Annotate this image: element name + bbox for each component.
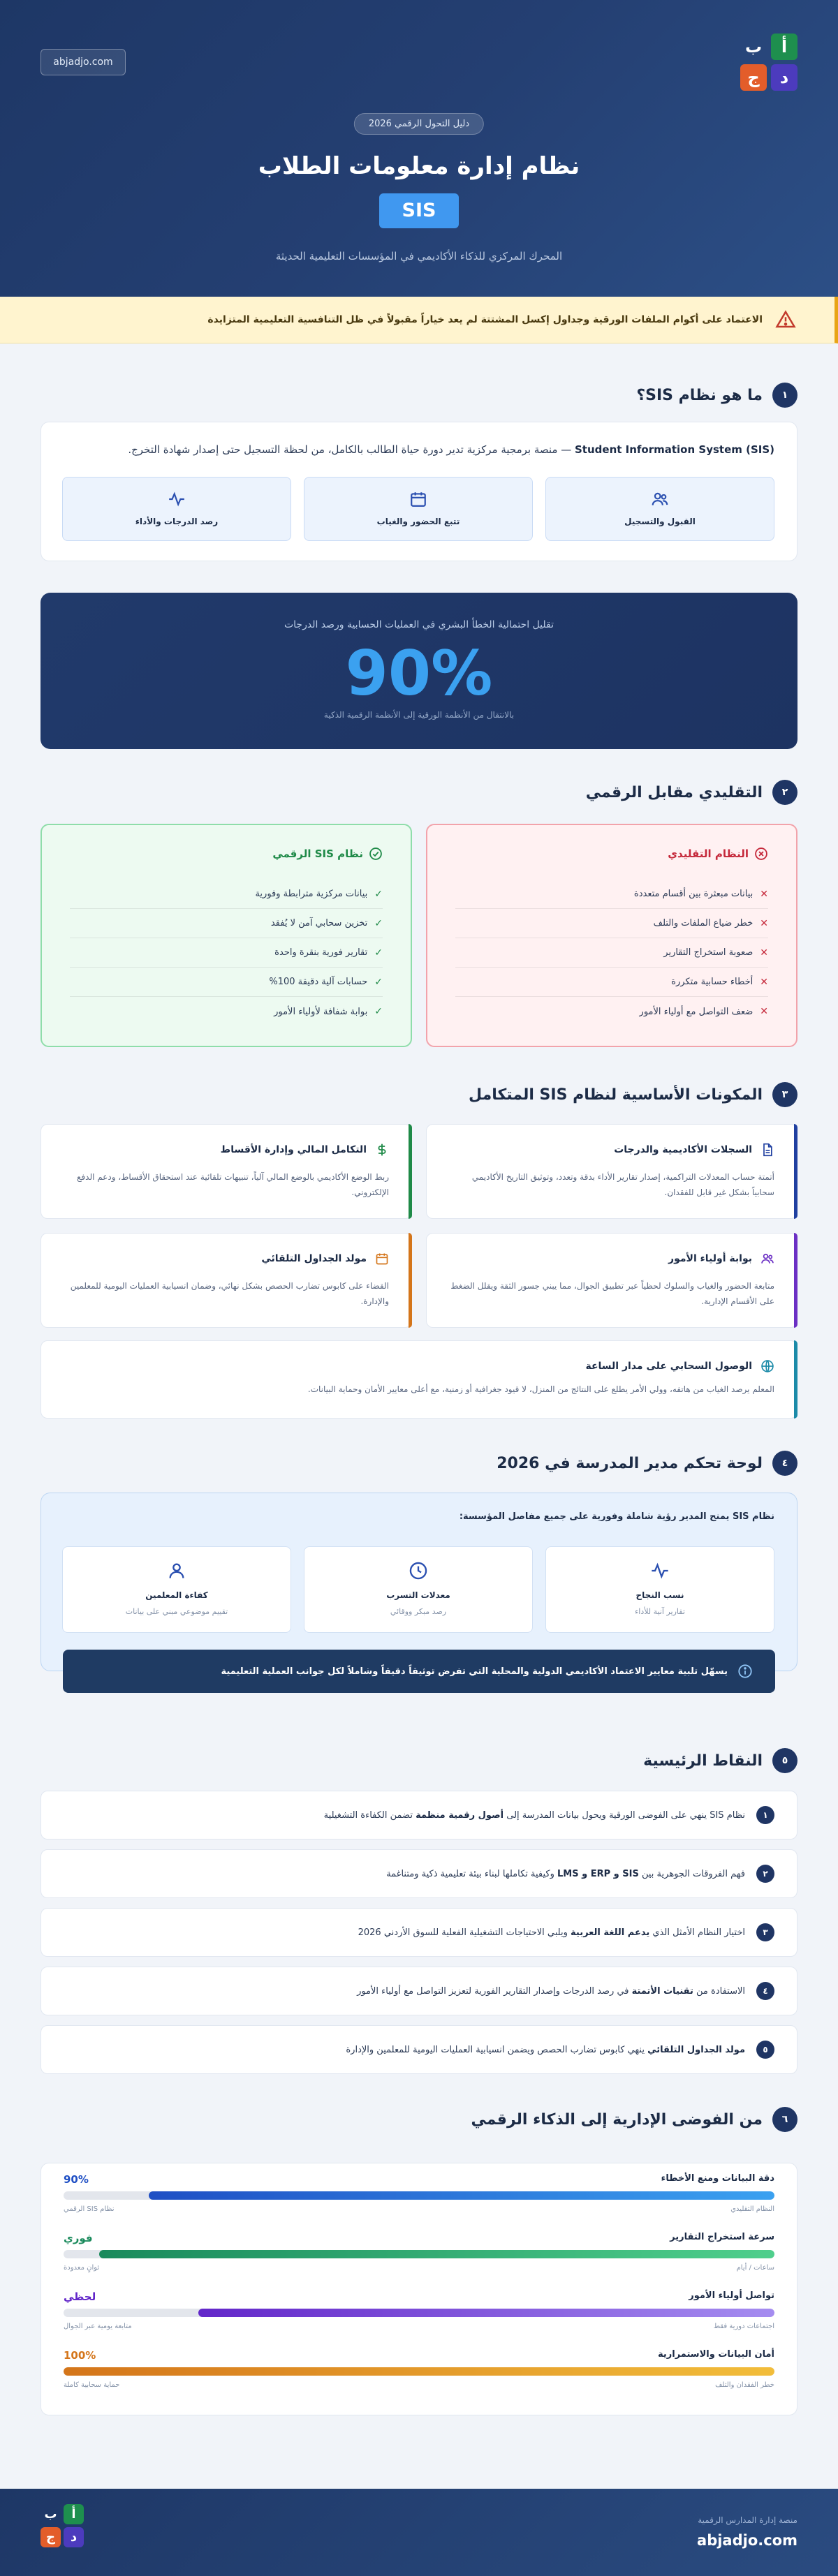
section-number: ٦	[772, 2107, 797, 2132]
section-title: النقاط الرئيسية	[643, 1752, 763, 1770]
component-title	[585, 1359, 774, 1373]
component-heading: الوصول السحابي على مدار الساعة	[585, 1361, 752, 1372]
accent-bar	[794, 1233, 797, 1328]
footer-domain-link[interactable]: abjadjo.com	[697, 2532, 797, 2549]
traditional-list	[455, 880, 768, 1026]
progress-to: حماية سحابية كاملة	[64, 2381, 120, 2389]
guide-chip: دليل التحول الرقمي 2026	[354, 113, 484, 135]
progress-to: نظام SIS الرقمي	[64, 2205, 115, 2213]
definition-body: — منصة برمجية مركزية تدير دورة حياة الطالب بالكامل، من لحظة التسجيل حتى إصدار شهادة التخرج.	[128, 443, 575, 456]
progress-row	[64, 2349, 774, 2405]
point-text: نظام SIS ينهي على الفوضى الورقية ويحول بيانات المدرسة إلى أصول رقمية منظمة تضمن الكفاءة التشغيلية	[323, 1809, 745, 1821]
item-text: حسابات آلية دقيقة 100%	[269, 977, 368, 987]
accent-bar	[409, 1124, 412, 1219]
key-point	[41, 1849, 797, 1898]
component-desc: ربط الوضع الأكاديمي بالوضع المالي آلياً، تنبيهات تلقائية عند استحقاق الأقساط، ودعم الدفع الإلكتروني.	[77, 1172, 389, 1197]
key-point	[41, 1967, 797, 2015]
point-number: ٤	[756, 1982, 774, 2000]
item-text: خطر ضياع الملفات والتلف	[653, 918, 754, 928]
progress-value: فوري	[64, 2232, 93, 2244]
list-item	[70, 938, 383, 968]
section-title: ما هو نظام SIS؟	[636, 386, 763, 404]
clock-icon	[409, 1561, 428, 1581]
progress-panel	[41, 2163, 797, 2415]
calendar-icon	[409, 490, 427, 508]
progress-label: أمان البيانات والاستمرارية	[657, 2349, 774, 2360]
progress-row	[64, 2232, 774, 2288]
footer-tagline: منصة إدارة المدارس الرقمية	[698, 2515, 797, 2525]
section-number: ١	[772, 383, 797, 408]
section-header-1	[636, 383, 797, 408]
logo-letter: ج	[740, 64, 767, 91]
metric-title: معدلات التسرب	[386, 1590, 450, 1600]
progress-fill	[149, 2191, 774, 2200]
info-icon	[737, 1664, 753, 1679]
section-number: ٢	[772, 780, 797, 805]
point-number: ٥	[756, 2041, 774, 2059]
metric-title: نسب النجاح	[635, 1590, 684, 1600]
progress-track	[64, 2367, 774, 2376]
section-title: من الفوضى الإدارية إلى الذكاء الرقمي	[471, 2110, 763, 2129]
footer	[0, 2489, 838, 2576]
check-mark-icon: ✓	[374, 976, 383, 988]
component-desc: متابعة الحضور والغياب والسلوك لحظياً عبر تطبيق الجوال، مما يبني جسور الثقة ويقلل الضغط على الأقسام الإدارية.	[450, 1281, 774, 1306]
progress-track	[64, 2191, 774, 2200]
digital-title	[272, 847, 383, 861]
calendar-icon	[375, 1252, 389, 1266]
metric-sub: تقييم موضوعي مبني على بيانات	[125, 1607, 228, 1616]
alert-banner	[0, 297, 838, 343]
progress-fill	[99, 2250, 774, 2258]
stat-caption: تقليل احتمالية الخطأ البشري في العمليات الحسابية ورصد الدرجات	[284, 619, 554, 630]
section-header-5	[643, 1748, 797, 1773]
feature-attendance	[304, 477, 533, 541]
dashboard-panel	[41, 1493, 797, 1671]
footer-logo[interactable]	[41, 2504, 84, 2547]
progress-label: دقة البيانات ومنع الأخطاء	[661, 2173, 774, 2184]
traditional-title	[668, 847, 768, 861]
item-text: أخطاء حسابية متكررة	[671, 977, 754, 987]
progress-value: 100%	[64, 2349, 96, 2362]
list-item	[455, 938, 768, 968]
list-item	[455, 909, 768, 938]
component-cloud	[41, 1340, 797, 1419]
check-circle-icon	[369, 847, 383, 861]
progress-fill	[198, 2309, 774, 2317]
section-title: المكونات الأساسية لنظام SIS المتكامل	[469, 1086, 763, 1104]
accent-bar	[409, 1233, 412, 1328]
component-heading: السجلات الأكاديمية والدرجات	[614, 1144, 752, 1155]
definition-text	[76, 443, 774, 456]
point-text: الاستفادة من تقنيات الأتمتة في رصد الدرجات وإصدار التقارير الفورية لتعزيز التواصل مع أولياء الأمور	[357, 1985, 745, 1997]
progress-from: اجتماعات دورية فقط	[713, 2323, 774, 2330]
progress-label: تواصل أولياء الأمور	[689, 2290, 774, 2301]
accreditation-note	[63, 1650, 775, 1693]
users-icon	[651, 490, 669, 508]
section-number: ٥	[772, 1748, 797, 1773]
list-item	[70, 909, 383, 938]
logo-letter: ج	[41, 2527, 61, 2547]
metric-success	[545, 1546, 774, 1633]
component-heading: بوابة أولياء الأمور	[668, 1253, 752, 1264]
feature-label: القبول والتسجيل	[624, 517, 696, 526]
progress-from: النظام التقليدي	[730, 2205, 774, 2213]
site-link[interactable]: abjadjo.com	[41, 49, 126, 75]
x-circle-icon	[754, 847, 768, 861]
key-point	[41, 1908, 797, 1957]
component-title	[614, 1143, 774, 1157]
progress-row	[64, 2290, 774, 2346]
progress-to: ثوانٍ معدودة	[64, 2264, 100, 2272]
section-header-3	[469, 1082, 797, 1107]
component-heading: مولد الجداول التلقائي	[261, 1253, 367, 1264]
sis-badge: SIS	[379, 193, 459, 228]
activity-icon	[650, 1561, 670, 1581]
progress-to: متابعة يومية عبر الجوال	[64, 2323, 132, 2330]
progress-from: ساعات / أيام	[736, 2264, 774, 2272]
list-item	[70, 968, 383, 997]
logo-letter: أ	[771, 34, 797, 60]
item-text: صعوبة استخراج التقارير	[663, 947, 754, 958]
globe-icon	[760, 1359, 774, 1373]
feature-grades	[62, 477, 291, 541]
list-item	[455, 880, 768, 909]
accent-bar	[794, 1340, 797, 1419]
stat-note: بالانتقال من الأنظمة الورقية إلى الأنظمة الرقمية الذكية	[323, 710, 515, 720]
section-header-4	[497, 1451, 797, 1476]
progress-from: خطر الفقدان والتلف	[715, 2381, 774, 2389]
component-finance	[41, 1124, 412, 1219]
component-title	[221, 1143, 389, 1157]
item-text: تخزين سحابي آمن لا يُفقد	[270, 918, 368, 928]
digital-list	[70, 880, 383, 1026]
list-item	[70, 880, 383, 909]
page-title: نظام إدارة معلومات الطلاب	[258, 152, 580, 180]
point-number: ٢	[756, 1865, 774, 1883]
component-title	[261, 1252, 389, 1266]
check-mark-icon: ✓	[374, 917, 383, 929]
progress-value: 90%	[64, 2173, 89, 2186]
section-number: ٣	[772, 1082, 797, 1107]
item-text: بيانات مركزية مترابطة وفورية	[255, 889, 368, 899]
feature-label: رصد الدرجات والأداء	[135, 517, 219, 526]
dashboard-lead: نظام SIS يمنح المدير رؤية شاملة وفورية على جميع مفاصل المؤسسة:	[459, 1511, 774, 1522]
item-text: ضعف التواصل مع أولياء الأمور	[639, 1006, 754, 1017]
progress-value: لحظي	[64, 2290, 96, 2303]
dollar-icon	[375, 1143, 389, 1157]
logo-letter: ب	[44, 2507, 57, 2522]
document-icon	[760, 1143, 774, 1157]
metric-sub: رصد مبكر ووقائي	[390, 1607, 447, 1616]
section-title: لوحة تحكم مدير المدرسة في 2026	[497, 1454, 763, 1472]
logo-letter: د	[771, 64, 797, 91]
component-desc: القضاء على كابوس تضارب الحصص بشكل نهائي، وضمان انسيابية العمليات اليومية للمعلمين والإدارة.	[70, 1281, 389, 1306]
check-mark-icon: ✓	[374, 1006, 383, 1017]
metric-title: كفاءة المعلمين	[145, 1590, 208, 1600]
check-mark-icon: ✓	[374, 947, 383, 958]
x-mark-icon: ✕	[760, 947, 768, 958]
list-item	[70, 997, 383, 1026]
section-number: ٤	[772, 1451, 797, 1476]
accent-bar	[794, 1124, 797, 1219]
component-heading: التكامل المالي وإدارة الأقساط	[220, 1144, 367, 1155]
component-parents	[426, 1233, 797, 1328]
section-header-2	[586, 780, 797, 805]
x-mark-icon: ✕	[760, 917, 768, 929]
component-desc: المعلم يرصد الغياب من هاتفه، وولي الأمر يطلع على النتائج من المنزل، لا قيود جغرافية أو زمنية، مع أعلى معايير الأمان وحماية البيانات.	[307, 1384, 774, 1394]
logo-letter: أ	[64, 2504, 84, 2524]
stat-value: 90%	[345, 637, 493, 709]
stat-banner	[41, 593, 797, 749]
parents-icon	[760, 1252, 774, 1266]
component-title	[668, 1252, 774, 1266]
digital-card	[41, 824, 412, 1047]
key-point	[41, 1791, 797, 1840]
x-mark-icon: ✕	[760, 976, 768, 988]
note-text: يسهّل تلبية معايير الاعتماد الأكاديمي الدولية والمحلية التي تفرض توثيقاً دقيقاً وشاملاً لكل جوانب العملية التعليمية	[221, 1666, 728, 1677]
point-text: مولد الجداول التلقائي ينهي كابوس تضارب الحصص ويضمن انسيابية العمليات اليومية للمعلمين والإدارة	[346, 2044, 745, 2055]
metric-sub: تقارير آنية للأداء	[635, 1607, 685, 1616]
warning-icon	[775, 309, 796, 330]
metric-teachers	[62, 1546, 291, 1633]
activity-icon	[168, 490, 186, 508]
definition-card	[41, 422, 797, 561]
component-academic	[426, 1124, 797, 1219]
hero-header	[0, 0, 838, 297]
traditional-card	[426, 824, 797, 1047]
point-number: ١	[756, 1806, 774, 1824]
brand-logo[interactable]	[740, 34, 797, 91]
card-title: النظام التقليدي	[668, 847, 749, 860]
component-scheduler	[41, 1233, 412, 1328]
point-number: ٣	[756, 1923, 774, 1941]
key-point	[41, 2025, 797, 2074]
alert-text: الاعتماد على أكوام الملفات الورقية وجداول إكسل المشتتة لم يعد خياراً مقبولاً في ظل التنافسية التعليمية المتزايدة	[207, 314, 763, 325]
item-text: تقارير فورية بنقرة واحدة	[274, 947, 368, 958]
feature-admission	[545, 477, 774, 541]
section-title: التقليدي مقابل الرقمي	[585, 783, 763, 801]
metric-dropout	[304, 1546, 533, 1633]
progress-track	[64, 2309, 774, 2317]
section-header-6	[471, 2107, 797, 2132]
hero-subtitle: المحرك المركزي للذكاء الأكاديمي في المؤسسات التعليمية الحديثة	[275, 250, 563, 262]
card-title: نظام SIS الرقمي	[272, 847, 363, 860]
feature-label: تتبع الحضور والغياب	[376, 517, 460, 526]
progress-fill	[64, 2367, 774, 2376]
component-desc: أتمتة حساب المعدلات التراكمية، إصدار تقارير الأداء بدقة وتعدد، وتوثيق التاريخ الأكاديمي سحابياً بشكل غير قابل للفقدان.	[471, 1172, 774, 1197]
list-item	[455, 968, 768, 997]
item-text: بيانات مبعثرة بين أقسام متعددة	[633, 889, 754, 899]
x-mark-icon: ✕	[760, 888, 768, 900]
user-icon	[167, 1561, 186, 1581]
check-mark-icon: ✓	[374, 888, 383, 900]
definition-term: Student Information System (SIS)	[575, 443, 774, 456]
point-text: فهم الفروقات الجوهرية بين SIS و ERP و LMS وكيفية تكاملها لبناء بيئة تعليمية ذكية ومتناغمة	[386, 1868, 745, 1879]
x-mark-icon: ✕	[760, 1006, 768, 1017]
list-item	[455, 997, 768, 1026]
point-text: اختيار النظام الأمثل الذي يدعم اللغة العربية ويلبي الاحتياجات التشغيلية الفعلية للسوق الأردني 2026	[358, 1927, 745, 1938]
logo-letter: ب	[744, 37, 763, 57]
progress-track	[64, 2250, 774, 2258]
progress-row	[64, 2173, 774, 2229]
logo-letter: د	[64, 2527, 84, 2547]
progress-label: سرعة استخراج التقارير	[670, 2232, 774, 2242]
item-text: بوابة شفافة لأولياء الأمور	[274, 1006, 368, 1017]
